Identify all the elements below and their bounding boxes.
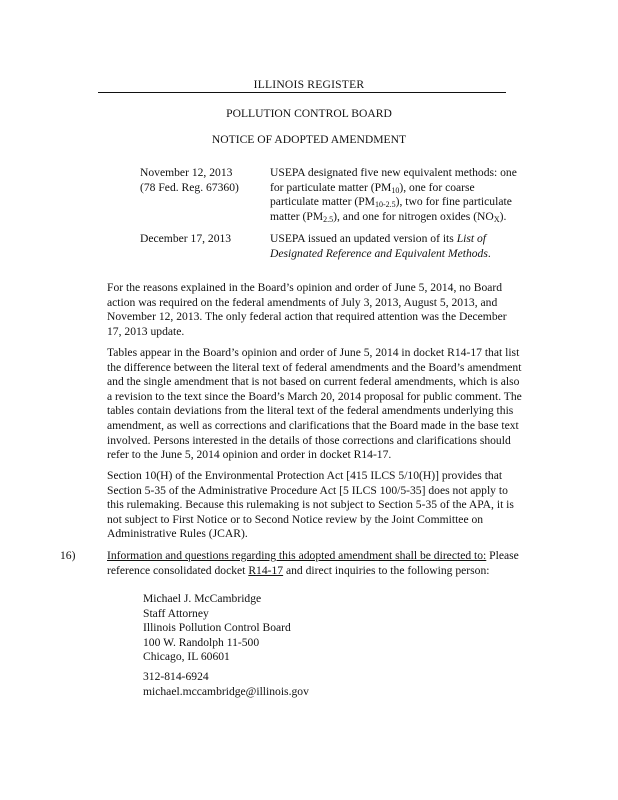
history-description — [270, 232, 520, 261]
paragraph-tables: Tables appear in the Board’s opinion and order of June 5, 2014 in docket R14-17 that list the difference between the literal text of federal amendments and the Board’s amendment and the single amendment that is not based on current federal amendments, which is also a revision to the text since the Board’s March 20, 2014 proposal for public comment. The tables contain deviations from the literal text of the federal amendments underlying this amendment, as well as corrections and clarifications that the Board made in the base text involved. Persons interested in the details of those corrections and clarifications should refer to the June 5, 2014 opinion and order in docket R14-17. — [107, 346, 522, 462]
register-header: ILLINOIS REGISTER — [253, 78, 365, 91]
subscript: X — [493, 214, 500, 224]
paragraph-federal-actions: For the reasons explained in the Board’s opinion and order of June 5, 2014, no Board action was required on the federal amendments of July 3, 2013, August 5, 2013, and November 12, 2013. The only federal action that required attention was the December 17, 2013 update. — [107, 281, 507, 338]
contact-org: Illinois Pollution Control Board — [143, 621, 291, 635]
history-date — [140, 166, 270, 195]
desc-text: ). — [499, 209, 507, 223]
subscript: 2.5 — [323, 214, 334, 224]
history-citation: (78 Fed. Reg. 67360) — [140, 180, 239, 194]
subscript: 10 — [391, 185, 400, 195]
desc-text: USEPA issued an updated version of its — [270, 232, 457, 245]
history-date-line: December 17, 2013 — [140, 232, 232, 245]
notice-title: NOTICE OF ADOPTED AMENDMENT — [211, 133, 407, 146]
agency-name: POLLUTION CONTROL BOARD — [226, 107, 392, 120]
history-description — [270, 166, 520, 224]
docket-reference: R14-17 — [248, 563, 284, 577]
desc-text: . — [487, 246, 491, 260]
contact-title: Staff Attorney — [143, 606, 209, 620]
item-16-heading: Information and questions regarding this adopted amendment shall be directed to: — [107, 549, 487, 562]
item-16-after: Please reference consolidated docket — [107, 549, 519, 577]
desc-italic-title: List of Designated Reference and Equivalent Methods — [270, 232, 488, 260]
contact-city: Chicago, IL 60601 — [143, 650, 230, 664]
history-date-line: November 12, 2013 — [140, 166, 233, 179]
desc-text: ), two for fine particulate matter (PM — [270, 195, 512, 223]
contact-address: 100 W. Randolph 11-500 — [143, 635, 260, 649]
paragraph-section-10h: Section 10(H) of the Environmental Protection Act [415 ILCS 5/10(H)] provides that Section 5-35 of the Administrative Procedure Act [5 ILCS 100/5-35] does not apply to this rulemaking. Because this rulemaking is not subject to Section 5-35 of the APA, it is not subject to First Notice or to Second Notice review by the Joint Committee on Administrative Rules (JCAR). — [107, 469, 514, 541]
item-16-end: and direct inquiries to the following person: — [283, 563, 490, 577]
desc-text: USEPA designated five new equivalent methods: one for particulate matter (PM — [270, 166, 517, 194]
desc-text: ), and one for nitrogen oxides (NO — [333, 209, 494, 223]
item-number: 16) — [60, 549, 76, 562]
header-rule — [98, 92, 506, 93]
contact-phone: 312-814-6924 — [143, 670, 209, 683]
subscript: 10-2.5 — [374, 200, 396, 210]
history-date — [140, 232, 270, 247]
item-16-text — [107, 549, 523, 578]
desc-text: ), one for coarse particulate matter (PM — [270, 180, 475, 209]
contact-details — [143, 670, 443, 699]
contact-name: Michael J. McCambridge — [143, 592, 262, 605]
contact-block — [143, 592, 443, 665]
contact-email[interactable]: michael.mccambridge@illinois.gov — [143, 684, 309, 698]
